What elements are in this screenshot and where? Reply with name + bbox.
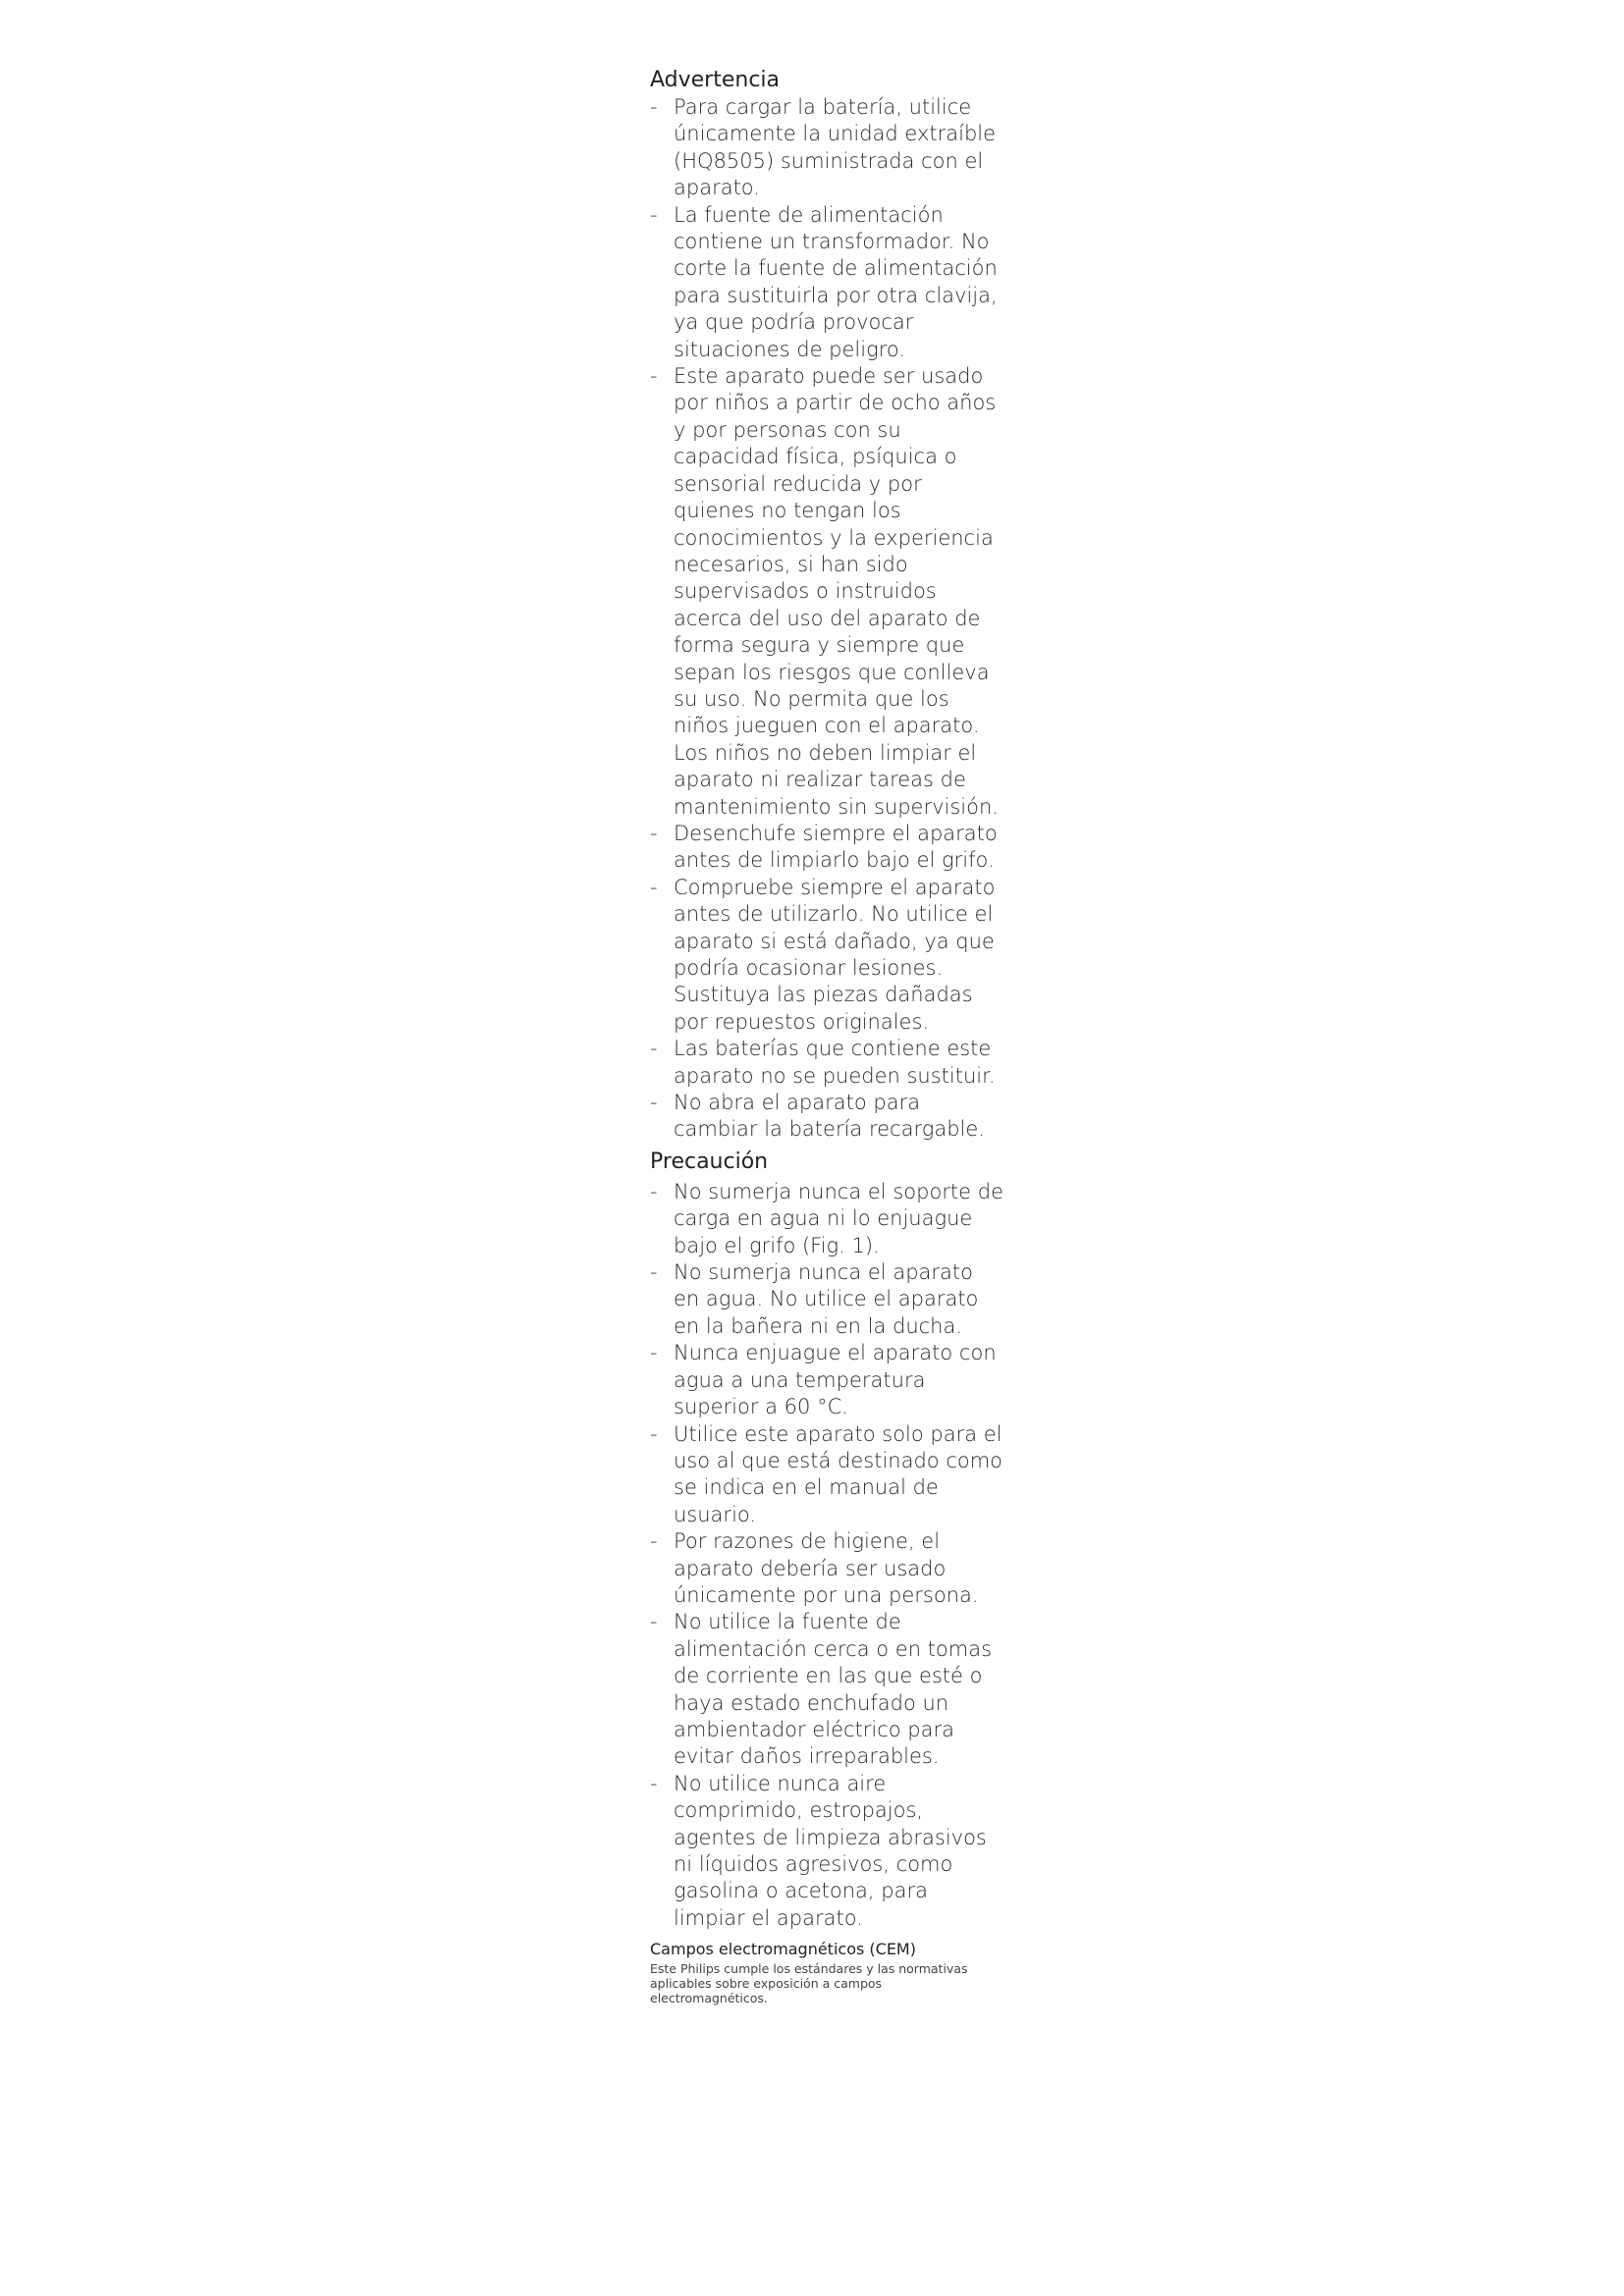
list-item-text: No abra el aparato para cambiar la batería recargable. [674, 1091, 985, 1142]
caution-heading: Precaución [650, 1148, 769, 1174]
list-item [650, 202, 1003, 363]
list-item [650, 1179, 1003, 1259]
list-item-text: Las baterías que contiene este aparato no se pueden sustituir. [674, 1037, 996, 1088]
list-item-text: Para cargar la batería, utilice únicamente la unidad extraíble (HQ8505) suministrada con el aparato. [674, 95, 997, 200]
list-item-text: No sumerja nunca el soporte de carga en agua ni lo enjuague bajo el grifo (Fig. 1). [674, 1179, 1003, 1257]
dash: - [650, 1037, 658, 1061]
dash: - [650, 95, 658, 119]
emf-heading: Campos electromagnéticos (CEM) [650, 1940, 916, 1959]
list-item [650, 1421, 1003, 1529]
list-item [650, 94, 1003, 202]
list-item-text: Utilice este aparato solo para el uso al que está destinado como se indica en el manual de usuario. [674, 1421, 1003, 1526]
list-item [650, 1528, 1003, 1609]
list-item [650, 1340, 1003, 1420]
dash: - [650, 1091, 658, 1115]
list-item-text: No sumerja nunca el aparato en agua. No utilice el aparato en la bañera ni en la ducha. [674, 1260, 979, 1338]
dash: - [650, 1421, 658, 1446]
list-item-text: Nunca enjuague el aparato con agua a una temperatura superior a 60 °C. [674, 1341, 997, 1419]
dash: - [650, 821, 658, 845]
list-item [650, 1609, 1003, 1770]
list-item [650, 1259, 1003, 1340]
dash: - [650, 1529, 658, 1554]
dash: - [650, 364, 658, 389]
document-column [650, 67, 1003, 2005]
list-item [650, 1090, 1003, 1144]
emf-paragraph: Este Philips cumple los estándares y las normativas aplicables sobre exposición a campos electromagnéticos. [650, 1961, 968, 2006]
list-item-text: Por razones de higiene, el aparato debería ser usado únicamente por una persona. [674, 1529, 979, 1607]
caution-list [650, 1179, 1003, 1932]
dash: - [650, 1179, 658, 1203]
list-item-text: La fuente de alimentación contiene un transformador. No corte la fuente de alimentación para sustituirla por otra clavija, ya que podría provocar situaciones de peligro. [674, 202, 998, 361]
dash: - [650, 1341, 658, 1365]
list-item-text: Este aparato puede ser usado por niños a partir de ocho años y por personas con su capacidad física, psíquica o sensorial reducida y por quienes no tengan los conocimientos y la experiencia necesarios, si han sido supervisados o instruidos acerca del uso del aparato de forma segura y siempre que sepan los riesgos que conlleva su uso. No permita que los niños jueguen con el aparato. Los niños no deben limpiar el aparato ni realizar tareas de mantenimiento sin supervisión. [674, 364, 999, 819]
dash: - [650, 202, 658, 227]
list-item-text: No utilice nunca aire comprimido, estropajos, agentes de limpieza abrasivos ni líquidos agresivos, como gasolina o acetona, para limpiar el aparato. [674, 1771, 987, 1930]
list-item [650, 1771, 1003, 1932]
dash: - [650, 875, 658, 899]
dash: - [650, 1610, 658, 1634]
warning-heading: Advertencia [650, 68, 781, 92]
list-item [650, 875, 1003, 1036]
list-item-text: No utilice la fuente de alimentación cerca o en tomas de corriente en las que esté o haya estado enchufado un ambientador eléctrico para evitar daños irreparables. [674, 1610, 993, 1769]
dash: - [650, 1771, 658, 1795]
dash: - [650, 1260, 658, 1285]
list-item-text: Compruebe siempre el aparato antes de utilizarlo. No utilice el aparato si está dañado, ya que podría ocasionar lesiones. Sustituya las piezas dañadas por repuestos originales. [674, 875, 996, 1034]
list-item-text: Desenchufe siempre el aparato antes de limpiarlo bajo el grifo. [674, 821, 998, 873]
list-item [650, 1036, 1003, 1090]
warning-list [650, 94, 1003, 1144]
list-item [650, 821, 1003, 875]
list-item [650, 363, 1003, 821]
